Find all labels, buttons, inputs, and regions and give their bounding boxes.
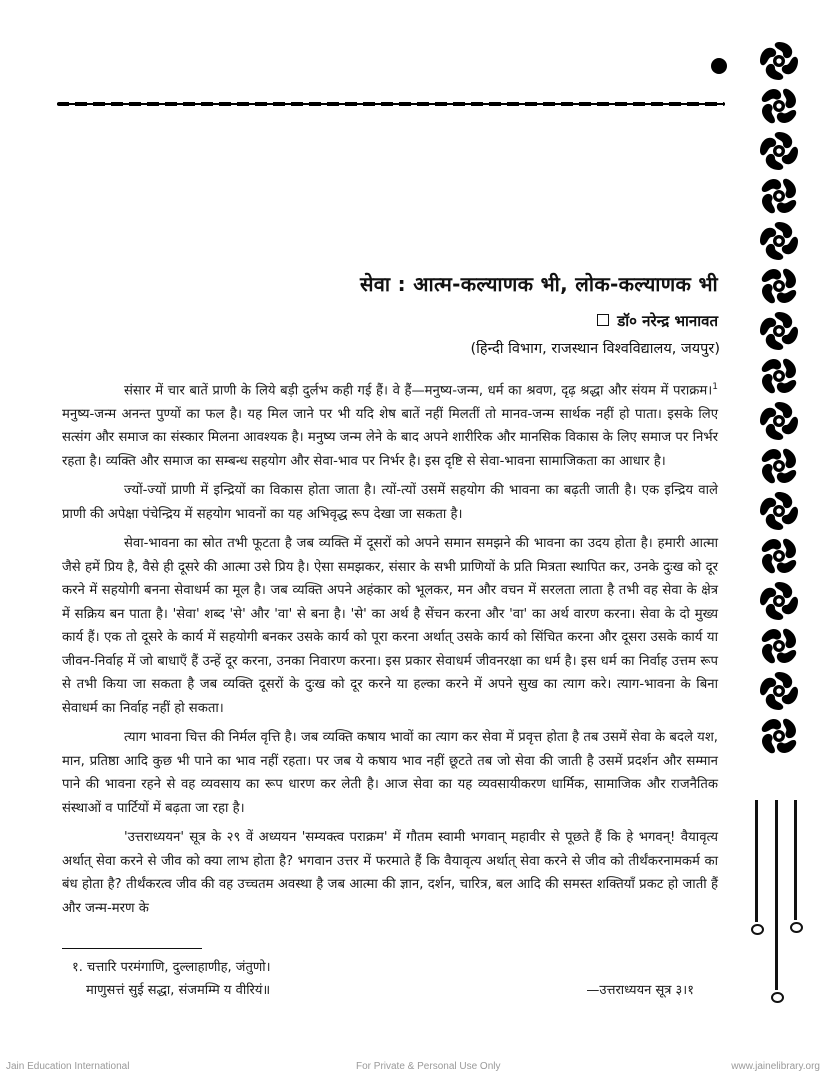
ornament-dot	[711, 58, 727, 74]
paisley-roundel-icon	[755, 218, 803, 264]
paragraph-text: मनुष्य-जन्म अनन्त पुण्यों का फल है। यह मिल जाने पर भी यदि शेष बातें नहीं मिलतीं तो मानव-जन्म सार्थक नहीं हो पाता। इसके लिए सत्संग और समाज का संस्कार मिलना आवश्यक है। मनुष्य जन्म लेने के बाद अपने शारीरिक और मानसिक विकास के लिए समाज पर निर्भर रहता है। व्यक्ति और समाज का सम्बन्ध सहयोग और सेवा-भाव पर निर्भर है। इस दृष्टि से सेवा-भावना सामाजिकता का आधार है।	[62, 406, 718, 469]
article-body	[62, 376, 718, 926]
footnote-text: चत्तारि परमंगाणि, दुल्लाहाणीह, जंतुणो।	[87, 960, 271, 975]
footnote-line-1	[72, 956, 372, 979]
tassel-line	[755, 800, 758, 922]
ornamental-top-rule	[57, 100, 725, 108]
footnote-text: माणुसत्तं सुई सद्धा, संजमम्मि य वीरियं॥	[86, 983, 271, 998]
paragraph: 'उत्तराध्ययन' सूत्र के २९ वें अध्ययन 'सम्यक्त्व पराक्रम' में गौतम स्वामी भगवान् महावीर से पूछते हैं कि हे भगवन्! वैयावृत्य अर्थात् सेवा करने से जीव को क्या लाभ होता है? भगवान उत्तर में फरमाते हैं कि वैयावृत्य अर्थात् सेवा करने से जीव को तीर्थंकरनामकर्म का बंध होता है? तीर्थंकरत्व जीव की वह उच्चतम अवस्था है जब आत्मा की ज्ञान, दर्शन, चारित्र, बल आदि की समस्त शक्तियाँ प्रकट हो जाती हैं और जन्म-मरण के	[62, 830, 718, 916]
tassel-ring-icon	[751, 924, 764, 935]
author-affiliation: (हिन्दी विभाग, राजस्थान विश्वविद्यालय, जयपुर)	[470, 341, 720, 357]
tassel-ring-icon	[771, 992, 784, 1003]
page-footer	[0, 1061, 828, 1077]
footnote-divider	[62, 948, 202, 949]
square-bullet-icon	[597, 314, 609, 326]
footnote-line-2	[72, 979, 372, 1002]
paragraph: ज्यों-ज्यों प्राणी में इन्द्रियों का विकास होता जाता है। त्यों-त्यों उसमें सहयोग की भावना का बढ़ती जाती है। एक इन्द्रिय वाले प्राणी की अपेक्षा पंचेन्द्रिय में सहयोग भावनों का यह अभिवृद्ध रूप देखा जा सकता है।	[62, 483, 718, 522]
footnote	[72, 956, 372, 1002]
paisley-roundel-icon	[755, 623, 803, 669]
tassel-ring-icon	[790, 922, 803, 933]
article-title: सेवा : आत्म-कल्याणक भी, लोक-कल्याणक भी	[359, 272, 718, 296]
author-line	[400, 311, 718, 331]
paisley-roundel-icon	[755, 83, 803, 129]
paisley-roundel-icon	[755, 308, 803, 354]
paisley-border	[750, 38, 808, 808]
paisley-roundel-icon	[755, 443, 803, 489]
paisley-roundel-icon	[755, 713, 803, 759]
author-name: डॉ० नरेन्द्र भानावत	[617, 312, 718, 330]
paisley-roundel-icon	[755, 533, 803, 579]
paisley-roundel-icon	[755, 488, 803, 534]
tassel-line	[775, 800, 778, 990]
paisley-roundel-icon	[755, 173, 803, 219]
footnote-ref[interactable]: 1	[712, 382, 718, 392]
paisley-roundel-icon	[755, 38, 803, 84]
paisley-roundel-icon	[755, 578, 803, 624]
paisley-roundel-icon	[755, 353, 803, 399]
footer-website-link[interactable]: www.jainelibrary.org	[731, 1061, 820, 1072]
paragraph: त्याग भावना चित्त की निर्मल वृत्ति है। जब व्यक्ति कषाय भावों का त्याग कर सेवा में प्रवृत्त होता है तब उसमें सेवा के बदले यश, मान, प्रतिष्ठा आदि कुछ भी पाने का भाव नहीं रहता। पर जब ये कषाय भाव नहीं छूटते तब जो सेवा की जाती है उसमें प्रदर्शन और सम्मान पाने की भावना रहने से वह व्यवसाय का रूप धारण कर लेती है। आज सेवा का यह व्यवसायीकरण धार्मिक, सामाजिक और राजनैतिक संस्थाओं व पार्टियों में बढ़ता जा रहा है।	[62, 730, 718, 816]
paisley-roundel-icon	[755, 668, 803, 714]
paisley-roundel-icon	[755, 128, 803, 174]
footnote-source: —उत्तराध्ययन सूत्र ३।१	[586, 983, 694, 998]
paragraph	[62, 376, 718, 473]
footer-publisher: Jain Education International	[6, 1061, 130, 1072]
footnote-number: १.	[72, 960, 83, 975]
paragraph-text: संसार में चार बातें प्राणी के लिये बड़ी दुर्लभ कही गई हैं। वे हैं—मनुष्य-जन्म, धर्म का श्रवण, दृढ़ श्रद्धा और संयम में पराक्रम।	[124, 383, 713, 399]
paragraph: सेवा-भावना का स्रोत तभी फूटता है जब व्यक्ति में दूसरों को अपने समान समझने की भावना का उदय होता है। हमारी आत्मा जैसे हमें प्रिय है, वैसे ही दूसरे की आत्मा उसे प्रिय है। ऐसा समझकर, संसार के सभी प्राणियों के प्रति मित्रता स्थापित कर, उनके दुःख को दूर करने में सहयोगी बनना सेवाधर्म का मूल है। जब व्यक्ति अपने अहंकार को भूलकर, मन और वचन में सरलता लाता है तभी वह सेवा के क्षेत्र में सक्रिय बन पाता है। 'सेवा' शब्द 'से' और 'वा' से बना है। 'से' का अर्थ है सेंचन करना और 'वा' का अर्थ वारण करना। सेवा के दो मुख्य कार्य हैं। एक तो दूसरे के कार्य में सहयोगी बनकर उसके कार्य को पूरा करना अर्थात् उसके कार्य को सिंचित करना और दूसरा उसके कार्य या जीवन-निर्वाह में जो बाधाएँ हैं उन्हें दूर करना, उनका निवारण करना। इस प्रकार सेवाधर्म जीवनरक्षा का धर्म है। इस धर्म का निर्वाह उत्तम रूप से तभी किया जा सकता है जब व्यक्ति दूसरों के दुःख को दूर करने या हल्का करने में अपने सुख का त्याग करे। त्याग-भावना के बिना सेवाधर्म का निर्वाह नहीं हो सकता।	[62, 536, 718, 716]
footer-usage-note: For Private & Personal Use Only	[356, 1061, 501, 1072]
paisley-roundel-icon	[755, 398, 803, 444]
paisley-roundel-icon	[755, 263, 803, 309]
tassel-line	[794, 800, 797, 920]
